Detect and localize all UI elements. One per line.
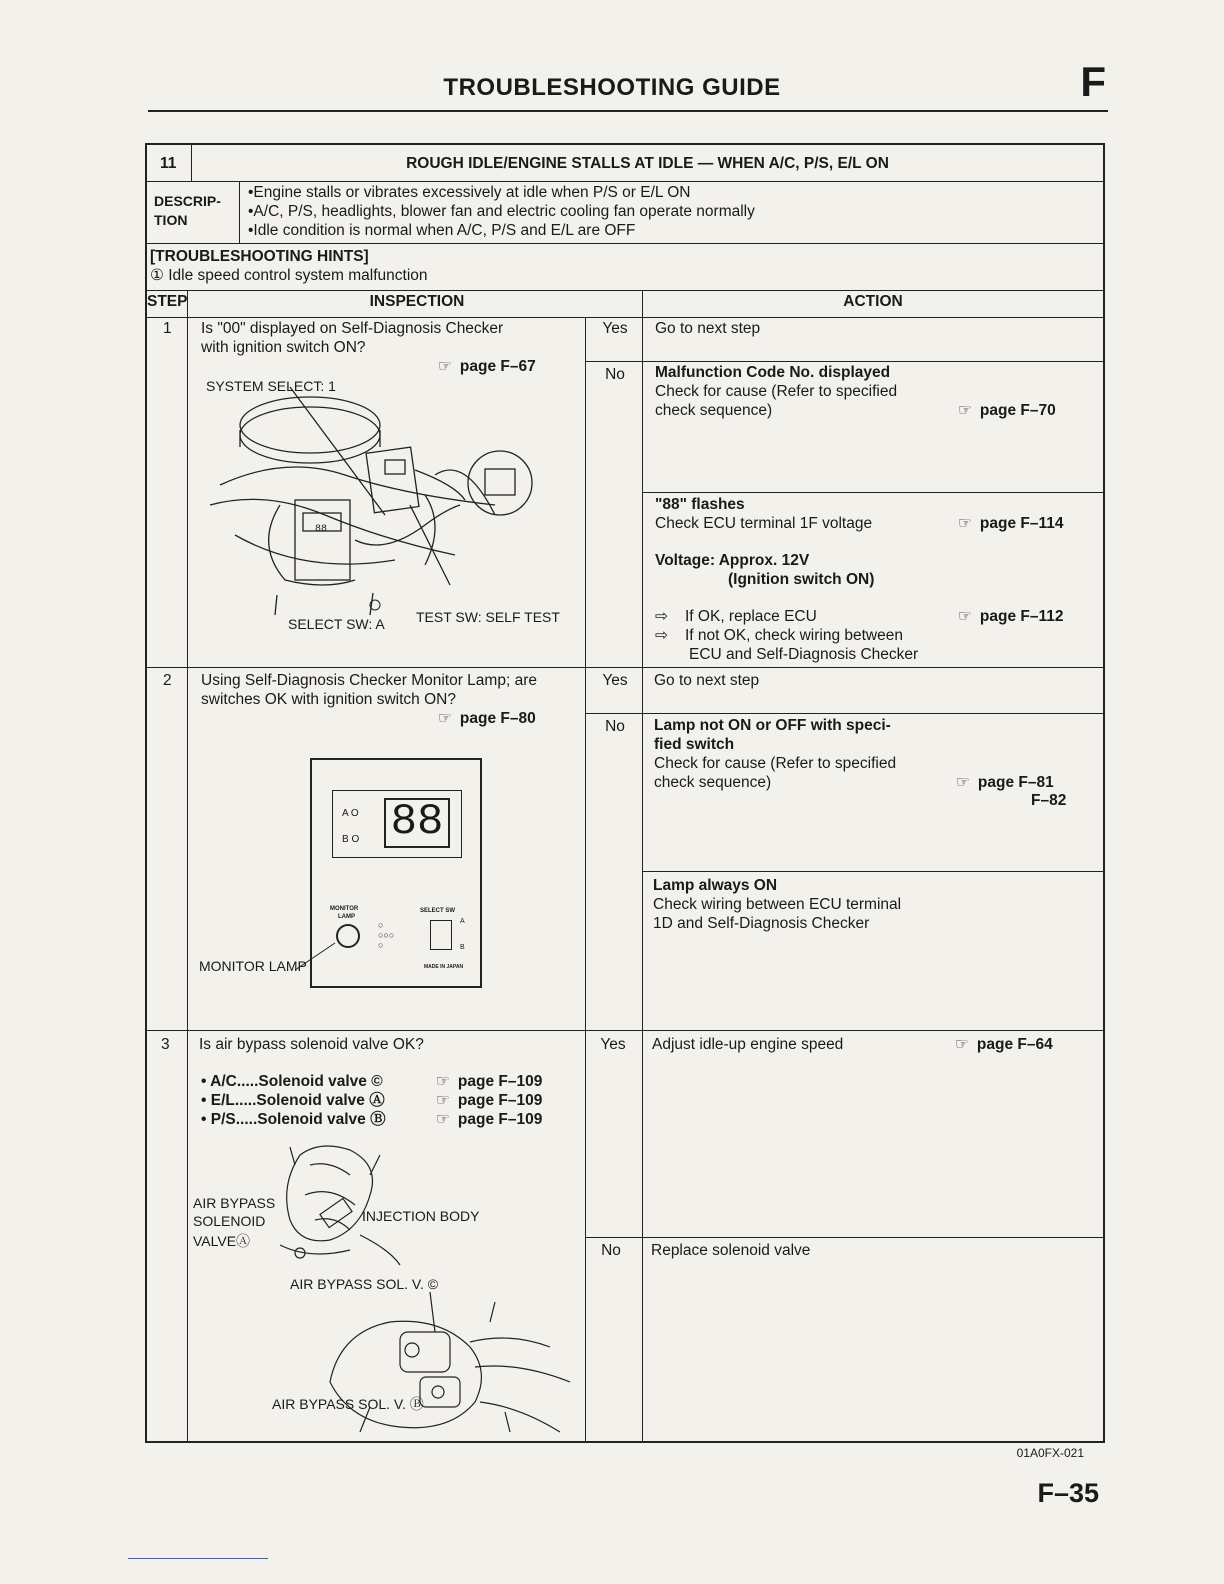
header-rule <box>148 110 1108 112</box>
figure-label: SOLENOID <box>193 1213 266 1229</box>
rule <box>147 181 1103 182</box>
rule <box>585 713 1103 714</box>
rule <box>147 1030 1103 1031</box>
page-reference: ☞ page F–109 <box>436 1092 543 1109</box>
action-text: ⇨ If OK, replace ECU <box>655 608 817 625</box>
indicator-b: B O <box>342 834 360 845</box>
answer-yes: Yes <box>602 320 628 337</box>
figure-label: MONITOR LAMP <box>199 958 307 974</box>
page-reference: ☞ page F–80 <box>438 710 536 727</box>
step-number: 3 <box>161 1036 170 1053</box>
action-text: ⇨ If not OK, check wiring between <box>655 627 903 644</box>
rule <box>147 667 1103 668</box>
figure-label: SYSTEM SELECT: 1 <box>206 378 336 394</box>
action-condition: Malfunction Code No. displayed <box>655 364 891 381</box>
page-reference: ☞ page F–70 <box>958 402 1056 419</box>
inspection-text: switches OK with ignition switch ON? <box>201 691 456 708</box>
page-reference: ☞ page F–112 <box>958 608 1064 625</box>
rule <box>642 871 1103 872</box>
select-switch-icon <box>430 920 452 950</box>
arrow-right-icon: ⇨ <box>655 627 668 644</box>
page-title: TROUBLESHOOTING GUIDE <box>443 74 781 101</box>
action-text: Go to next step <box>654 672 760 689</box>
page-reference: ☞ page F–67 <box>438 358 536 375</box>
switch-pos-a: A <box>460 918 465 925</box>
leader-line <box>290 935 350 975</box>
page-reference: ☞ page F–109 <box>436 1073 543 1090</box>
action-text: Check for cause (Refer to specified <box>655 383 898 400</box>
pointing-hand-icon: ☞ <box>958 402 972 419</box>
solenoid-item: • P/S.....Solenoid valve Ⓑ <box>201 1111 386 1128</box>
pointing-hand-icon: ☞ <box>955 1036 969 1053</box>
hints-title: [TROUBLESHOOTING HINTS] <box>150 248 369 265</box>
rule <box>147 290 1103 291</box>
page-reference: ☞ page F–81 <box>956 774 1054 791</box>
answer-no: No <box>605 366 625 383</box>
action-text: Check for cause (Refer to specified <box>654 755 897 772</box>
pointing-hand-icon: ☞ <box>436 1092 450 1109</box>
answer-yes: Yes <box>600 1036 626 1053</box>
figure-label: AIR BYPASS SOL. V. Ⓑ <box>272 1396 424 1412</box>
problem-number: 11 <box>160 155 177 172</box>
figure-label: AIR BYPASS <box>193 1195 276 1211</box>
figure-label: TEST SW: SELF TEST <box>416 609 560 625</box>
rule <box>187 290 188 1441</box>
answer-no: No <box>601 1242 621 1259</box>
action-condition: fied switch <box>654 736 735 753</box>
column-step: STEP <box>147 293 188 310</box>
digital-display: 88 <box>384 798 450 848</box>
action-text: Check ECU terminal 1F voltage <box>655 515 873 532</box>
lamp-label: LAMP <box>338 914 355 920</box>
voltage-spec: (Ignition switch ON) <box>728 571 875 588</box>
action-condition: "88" flashes <box>655 496 745 513</box>
description-label: DESCRIP- <box>154 193 221 209</box>
hint-item: ① Idle speed control system malfunction <box>150 267 428 284</box>
figure-label: VALVEⒶ <box>193 1233 251 1249</box>
solenoid-valves-diagram <box>300 1292 585 1442</box>
action-text: check sequence) <box>655 402 773 419</box>
figure-label: AIR BYPASS SOL. V. © <box>290 1276 439 1292</box>
solenoid-item: • A/C.....Solenoid valve © <box>201 1073 383 1090</box>
page-reference: ☞ page F–114 <box>958 515 1064 532</box>
made-in-label: MADE IN JAPAN <box>424 964 464 970</box>
column-inspection: INSPECTION <box>369 293 465 310</box>
column-action: ACTION <box>843 293 903 310</box>
section-letter: F <box>1080 58 1106 105</box>
svg-text:88: 88 <box>315 524 328 535</box>
monitor-label: MONITOR <box>330 906 359 912</box>
pointing-hand-icon: ☞ <box>958 515 972 532</box>
inspection-text: Is air bypass solenoid valve OK? <box>199 1036 424 1053</box>
action-text: check sequence) <box>654 774 772 791</box>
indicator-a: A O <box>342 808 359 819</box>
pointing-hand-icon: ☞ <box>436 1073 450 1090</box>
pointing-hand-icon: ☞ <box>438 358 452 375</box>
step-number: 1 <box>163 320 172 337</box>
action-text: Replace solenoid valve <box>651 1242 811 1259</box>
rule <box>642 492 1103 493</box>
action-text: ECU and Self-Diagnosis Checker <box>689 646 919 663</box>
action-text: 1D and Self-Diagnosis Checker <box>653 915 870 932</box>
pointing-hand-icon: ☞ <box>958 608 972 625</box>
pointing-hand-icon: ☞ <box>436 1111 450 1128</box>
action-condition: Lamp not ON or OFF with speci- <box>654 717 891 734</box>
step-number: 2 <box>163 672 172 689</box>
description-label: TION <box>154 212 188 228</box>
description-bullet: •A/C, P/S, headlights, blower fan and electric cooling fan operate normally <box>248 203 755 220</box>
answer-no: No <box>605 718 625 735</box>
arrow-right-icon: ⇨ <box>655 608 668 625</box>
answer-yes: Yes <box>602 672 628 689</box>
page-reference: ☞ page F–64 <box>955 1036 1053 1053</box>
problem-title: ROUGH IDLE/ENGINE STALLS AT IDLE — WHEN A/C, P/S, E/L ON <box>406 155 889 172</box>
voltage-spec: Voltage: Approx. 12V <box>655 552 810 569</box>
rule <box>642 290 643 1441</box>
page-reference: F–82 <box>1031 792 1067 809</box>
rule <box>147 243 1103 244</box>
pointing-hand-icon: ☞ <box>956 774 970 791</box>
page-number: F–35 <box>1037 1478 1099 1508</box>
injection-body-diagram <box>260 1135 420 1275</box>
rule <box>239 181 240 243</box>
switch-pos-b: B <box>460 944 465 951</box>
rule <box>585 1237 1103 1238</box>
figure-label: INJECTION BODY <box>362 1208 480 1224</box>
description-bullet: •Engine stalls or vibrates excessively at idle when P/S or E/L ON <box>248 184 691 201</box>
rule <box>585 361 1103 362</box>
rule <box>147 317 1103 318</box>
select-sw-label: SELECT SW <box>420 908 456 914</box>
description-bullet: •Idle condition is normal when A/C, P/S and E/L are OFF <box>248 222 636 239</box>
engine-checker-diagram <box>195 375 585 645</box>
page-reference: ☞ page F–109 <box>436 1111 543 1128</box>
led-dots-icon: ○ ○○○ ○ <box>378 920 395 950</box>
action-text: Adjust idle-up engine speed <box>652 1036 844 1053</box>
action-text: Go to next step <box>655 320 761 337</box>
rule <box>585 317 586 1441</box>
inspection-text: Using Self-Diagnosis Checker Monitor Lamp; are <box>201 672 537 689</box>
bottom-rule <box>128 1558 268 1559</box>
action-condition: Lamp always ON <box>653 877 778 894</box>
figure-code: 01A0FX-021 <box>1016 1446 1084 1460</box>
figure-label: SELECT SW: A <box>288 616 385 632</box>
solenoid-item: • E/L.....Solenoid valve Ⓐ <box>201 1092 385 1109</box>
inspection-text: with ignition switch ON? <box>201 339 366 356</box>
action-text: Check wiring between ECU terminal <box>653 896 902 913</box>
inspection-text: Is "00" displayed on Self-Diagnosis Checker <box>201 320 504 337</box>
pointing-hand-icon: ☞ <box>438 710 452 727</box>
